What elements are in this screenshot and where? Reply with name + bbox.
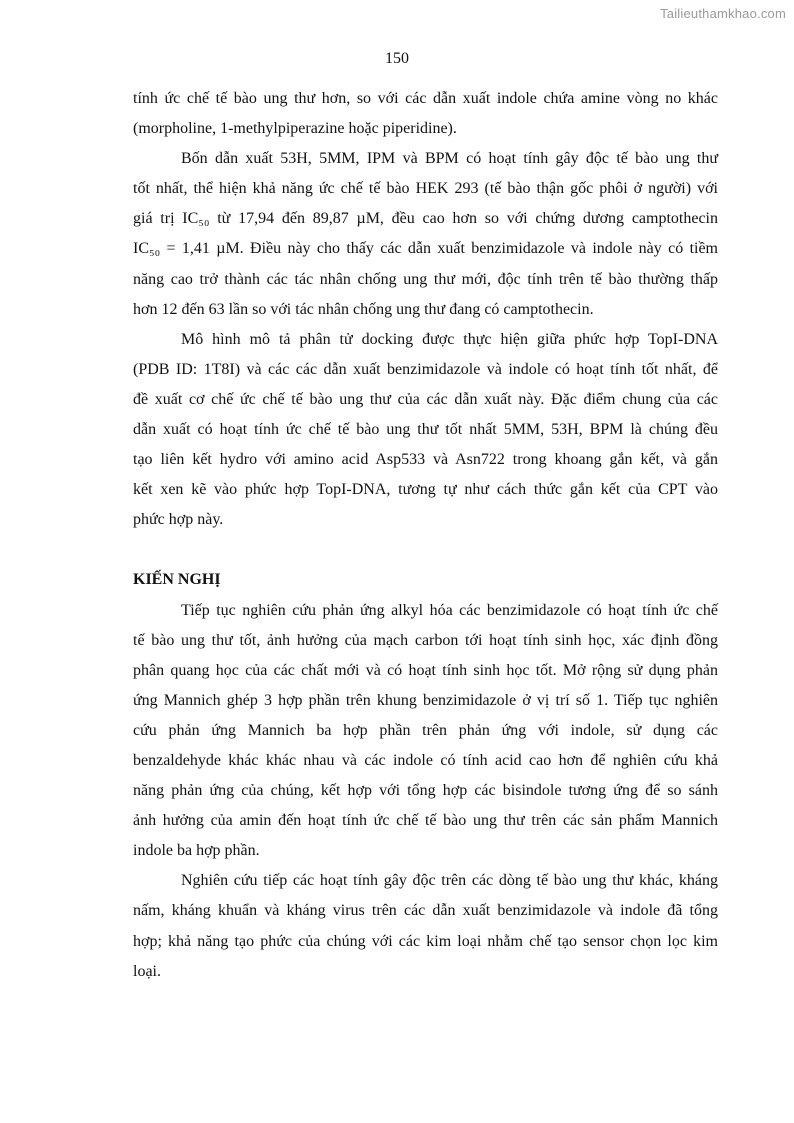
paragraph: [133, 596, 718, 867]
text-line: tế bào ung thư tốt, ảnh hưởng của mạch carbon tới hoạt tính sinh học, xác định đồng: [133, 631, 718, 649]
text-line: (PDB ID: 1T8I) và các các dẫn xuất benzimidazole và indole có hoạt tính tốt nhất, để: [133, 360, 718, 378]
text-line: IC₅₀ = 1,41 µM. Điều này cho thấy các dẫn xuất benzimidazole và indole này có tiềm: [133, 240, 718, 258]
text-line: giá trị IC₅₀ từ 17,94 đến 89,87 µM, đều cao hơn so với chứng dương camptothecin: [133, 210, 718, 228]
text-line: phân quang học của các chất mới và có hoạt tính sinh học tốt. Mở rộng sử dụng phản: [133, 661, 718, 679]
text-line: ảnh hưởng của amin đến hoạt tính ức chế tế bào ung thư trên các sản phẩm Mannich: [133, 812, 718, 830]
text-line: tính ức chế tế bào ung thư hơn, so với các dẫn xuất indole chứa amine vòng no khác: [133, 90, 718, 107]
text-line: tạo liên kết hydro với amino acid Asp533 và Asn722 trong khoang gắn kết, và gắn: [133, 451, 718, 469]
document-body: [133, 84, 718, 987]
text-line: cứu phản ứng Mannich ba hợp phần trên phản ứng với indole, sử dụng các: [133, 721, 718, 739]
text-line: benzaldehyde khác khác nhau và các indole có tính acid cao hơn để nghiên cứu khả: [133, 751, 718, 769]
text-line: dẫn xuất có hoạt tính ức chế tế bào ung thư tốt nhất 5MM, 53H, BPM là chúng đều: [133, 421, 718, 439]
text-line: Nghiên cứu tiếp các hoạt tính gây độc trên các dòng tế bào ung thư khác, kháng: [181, 872, 718, 890]
text-line: Mô hình mô tả phân tử docking được thực hiện giữa phức hợp TopI-DNA: [181, 330, 718, 348]
text-line: loại.: [133, 962, 161, 980]
section-recommendations: [133, 596, 718, 987]
page-number: 150: [385, 50, 409, 67]
text-line: ứng Mannich ghép 3 hợp phần trên khung benzimidazole ở vị trí số 1. Tiếp tục nghiên: [133, 691, 718, 709]
watermark: Tailieuthamkhao.com: [660, 6, 786, 21]
text-line: phức hợp này.: [133, 511, 224, 529]
text-line: năng cao trở thành các tác nhân chống ung thư mới, độc tính trên tế bào thường thấp: [133, 270, 718, 288]
text-line: indole ba hợp phần.: [133, 842, 260, 860]
text-line: hơn 12 đến 63 lần so với tác nhân chống ung thư đang có camptothecin.: [133, 300, 594, 318]
text-line: Tiếp tục nghiên cứu phản ứng alkyl hóa các benzimidazole có hoạt tính ức chế: [181, 601, 718, 619]
paragraph: [133, 84, 718, 144]
text-line: tốt nhất, thể hiện khả năng ức chế tế bào HEK 293 (tế bào thận gốc phôi ở người) với: [133, 180, 718, 198]
text-line: (morpholine, 1-methylpiperazine hoặc piperidine).: [133, 120, 457, 138]
text-line: đề xuất cơ chế ức chế tế bào ung thư của các dẫn xuất này. Đặc điểm chung của các: [133, 390, 718, 408]
section-conclusion: [133, 84, 718, 535]
text-line: nấm, kháng khuẩn và kháng virus trên các dẫn xuất benzimidazole và indole đã tổng: [133, 902, 718, 920]
paragraph: [133, 325, 718, 536]
text-line: hợp; khả năng tạo phức của chúng với các kim loại nhằm chế tạo sensor chọn lọc kim: [133, 932, 718, 950]
text-line: Bốn dẫn xuất 53H, 5MM, IPM và BPM có hoạt tính gây độc tế bào ung thư: [181, 150, 718, 168]
text-line: kết xen kẽ vào phức hợp TopI-DNA, tương tự như cách thức gắn kết của CPT vào: [133, 481, 718, 499]
text-line: năng phản ứng của chúng, kết hợp với tổng hợp các bisindole tương ứng để so sánh: [133, 782, 718, 800]
section-heading: KIẾN NGHỊ: [133, 571, 221, 589]
paragraph: [133, 866, 718, 986]
paragraph: [133, 144, 718, 325]
